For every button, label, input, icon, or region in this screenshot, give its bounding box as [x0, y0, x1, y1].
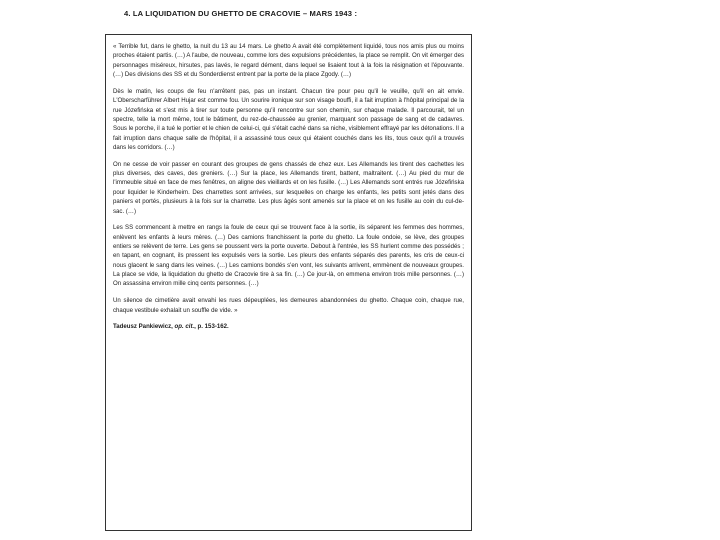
- quote-paragraph-5: Un silence de cimetière avait envahi les rues dépeuplées, les demeures abandonnées du ghetto. Chaque coin, chaque rue, chaque vestibule exhalait un souffle de vide. »: [113, 297, 464, 314]
- source-pages: , p. 153-162.: [194, 323, 229, 331]
- quote-paragraph-2: Dès le matin, les coups de feu n'arrêtent pas, pas un instant. Chacun tire pour peu qu'il le veuille, qu'il en ait envie. L'Oberscharführer Albert Hujar est comme fou. Un sourire ironique sur son visage bouffi, il a fait irruption à l'hôpital principal de la rue Józefińska et s'est mis à tirer sur toute personne qu'il rencontre sur son chemin, sur chaque malade. Il parcourait, tel un spectre, telle la mort même, tout le bâtiment, du rez-de-chaussée au grenier, marquant son passage de sang et de cadavres. Sous le porche, il a tué le portier et le chien de celui-ci, qui s'était caché dans sa niche, visiblement effrayé par les détonations. Il a fait irruption dans chaque salle de l'hôpital, il a assassiné tous ceux qui étaient couchés dans les lits, tous ceux qu'il a trouvés dans les corridors. (…): [113, 87, 464, 151]
- source-reference: op. cit.: [174, 323, 195, 331]
- quote-source: [113, 322, 464, 331]
- quote-paragraph-3: On ne cesse de voir passer en courant des groupes de gens chassés de chez eux. Les Allemands les tirent des cachettes les plus diverses, des caves, des greniers. (…) Sur la place, les Allemands tirent, battent, maltraitent. (…) Au pied du mur de l'immeuble situé en face de mes fenêtres, on aligne des vieillards et on les fusille. (…) Les Allemands sont entrés rue Józefińska pour liquider le Kinderheim. Des charrettes sont arrivées, sur lesquelles on charge les enfants, les petits sont jetés dans des paniers et portés, plusieurs à la fois sur la charrette. Les plus âgés sont amenés sur la place et on les fusille au coin du cul-de-sac. (…): [113, 160, 464, 215]
- source-author: Tadeusz Pankiewicz,: [113, 323, 175, 331]
- quote-box: [105, 34, 472, 531]
- section-title: 4. LA LIQUIDATION DU GHETTO DE CRACOVIE – MARS 1943 :: [124, 9, 358, 18]
- quote-paragraph-1: « Terrible fut, dans le ghetto, la nuit du 13 au 14 mars. Le ghetto A avait été complètement liquidé, tous nos amis plus ou moins proches étaient partis. (…) A l'aube, de nouveau, comme lors des expulsions précédentes, la place se remplit. On vit émerger des personnages miséreux, hirsutes, pas lavés, le regard dément, dans lequel se lisaient tout à la fois la résignation et l'épouvante. (…) Des divisions des SS et du Sonderdienst entrent par la porte de la place Zgody. (…): [113, 43, 464, 79]
- quote-paragraph-4: Les SS commencent à mettre en rangs la foule de ceux qui se trouvent face à la sortie, ils séparent les femmes des hommes, enlèvent les enfants à leurs mères. (…) Des camions franchissent la porte du ghetto. La foule ondoie, se lève, des groupes entiers se relèvent de terre. Les gens se poussent vers la porte ouverte. Debout à l'entrée, les SS hurlent comme des possédés ; en tapant, en cognant, ils pressent les expulsés vers la sortie. Les pleurs des enfants séparés des parents, les cris de ceux-ci nous glacent le sang dans les veines. (…) Les camions bondés s'en vont, les suivants arrivent, emmènent de nouveaux groupes. La place se vide, la liquidation du ghetto de Cracovie tire à sa fin. (…) Ce jour-là, on emmena environ trois mille personnes. (…) On assassina environ mille cinq cents personnes. (…): [113, 224, 464, 288]
